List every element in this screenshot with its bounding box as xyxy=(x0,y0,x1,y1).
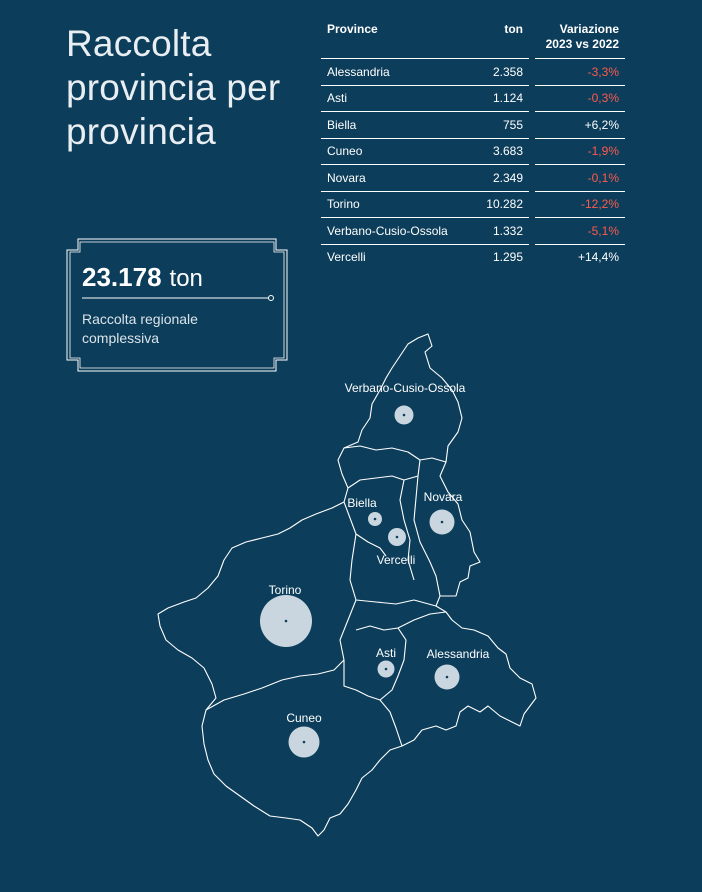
map-label-vco: Verbano-Cusio-Ossola xyxy=(344,381,466,395)
map-label-torino: Torino xyxy=(268,583,302,597)
province-name: Vercelli xyxy=(321,244,469,271)
map-label-novara: Novara xyxy=(423,490,463,504)
province-ton: 3.683 xyxy=(469,138,529,165)
region-outline xyxy=(158,334,536,836)
province-variation: -1,9% xyxy=(535,138,625,165)
header-variation: Variazione 2023 vs 2022 xyxy=(545,22,619,51)
province-ton: 1.295 xyxy=(469,244,529,271)
total-label: Raccolta regionale complessiva xyxy=(82,311,198,346)
map-label-asti: Asti xyxy=(375,646,397,660)
province-variation: -3,3% xyxy=(535,58,625,85)
province-variation: +6,2% xyxy=(535,111,625,138)
province-name: Torino xyxy=(321,191,469,218)
province-name: Cuneo xyxy=(321,138,469,165)
province-variation: +14,4% xyxy=(535,244,625,271)
title-line-3: provincia xyxy=(66,111,216,152)
province-ton: 2.358 xyxy=(469,58,529,85)
map-label-vercelli: Vercelli xyxy=(376,553,416,567)
header-ton: ton xyxy=(504,22,523,36)
province-variation: -0,3% xyxy=(535,85,625,112)
map-label-biella: Biella xyxy=(347,496,377,510)
province-name: Novara xyxy=(321,164,469,191)
map-label-alessandria: Alessandria xyxy=(426,647,490,661)
province-name: Alessandria xyxy=(321,58,469,85)
map-label-cuneo: Cuneo xyxy=(286,711,322,725)
province-name: Biella xyxy=(321,111,469,138)
province-ton: 1.332 xyxy=(469,217,529,244)
province-variation: -12,2% xyxy=(535,191,625,218)
title-line-1: Raccolta xyxy=(66,23,212,64)
province-ton: 1.124 xyxy=(469,85,529,112)
province-variation: -5,1% xyxy=(535,217,625,244)
province-ton: 2.349 xyxy=(469,164,529,191)
total-value: 23.178 ton xyxy=(82,262,203,292)
province-ton: 10.282 xyxy=(469,191,529,218)
province-ton: 755 xyxy=(469,111,529,138)
province-variation: -0,1% xyxy=(535,164,625,191)
province-name: Asti xyxy=(321,85,469,112)
province-name: Verbano-Cusio-Ossola xyxy=(321,217,469,244)
header-province: Province xyxy=(327,22,378,36)
title-line-2: provincia per xyxy=(66,67,281,108)
